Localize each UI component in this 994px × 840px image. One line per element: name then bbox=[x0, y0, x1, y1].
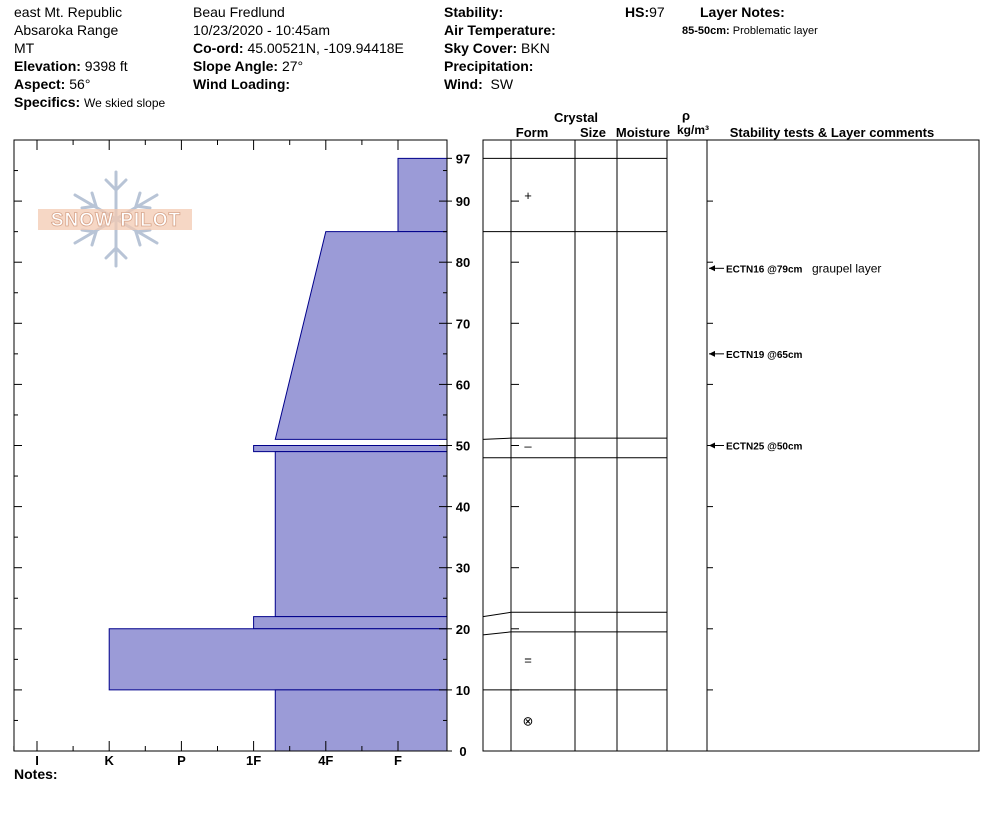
observer-name: Beau Fredlund bbox=[193, 4, 285, 20]
arrow-head-icon bbox=[709, 443, 715, 449]
precip-label: Precipitation: bbox=[444, 58, 534, 74]
stability-test-markers bbox=[709, 261, 881, 452]
density-header: kg/m³ bbox=[676, 123, 710, 137]
size-header: Size bbox=[579, 125, 607, 140]
aspect-value: 56° bbox=[69, 76, 91, 92]
stability-test-comment-0: graupel layer bbox=[812, 261, 882, 276]
hardness-layer-2 bbox=[254, 446, 447, 452]
hardness-layer-6 bbox=[275, 690, 447, 751]
hardness-layer-4 bbox=[254, 617, 447, 629]
wind-value: SW bbox=[490, 76, 514, 92]
table-depth-ticks bbox=[511, 201, 713, 751]
depth-label-90: 90 bbox=[455, 194, 471, 210]
depth-label-20: 20 bbox=[455, 621, 471, 637]
depth-label-40: 40 bbox=[455, 499, 471, 515]
slope-label: Slope Angle: bbox=[193, 58, 279, 74]
depth-label-80: 80 bbox=[455, 255, 471, 271]
elevation-label: Elevation: bbox=[14, 58, 81, 74]
layer-notes-label: Layer Notes: bbox=[700, 4, 785, 20]
wind-label: Wind: bbox=[444, 76, 483, 92]
aspect-label: Aspect: bbox=[14, 76, 66, 92]
hardness-label-I: I bbox=[35, 753, 39, 768]
sky-label: Sky Cover: bbox=[444, 40, 518, 56]
arrow-head-icon bbox=[709, 265, 715, 271]
hardness-label-1F: 1F bbox=[246, 753, 262, 768]
specifics-label: Specifics: bbox=[14, 94, 81, 110]
air-temp-label: Air Temperature: bbox=[444, 22, 556, 38]
crystal-form-symbol-0: + bbox=[524, 187, 532, 203]
comments-header: Stability tests & Layer comments bbox=[729, 125, 935, 140]
hs-label: HS: bbox=[625, 4, 650, 20]
hardness-layer-3 bbox=[275, 452, 447, 617]
arrow-head-icon bbox=[709, 351, 715, 357]
hardness-layer-5 bbox=[109, 629, 447, 690]
hardness-label-P: P bbox=[177, 753, 186, 768]
stability-label: Stability: bbox=[444, 4, 504, 20]
hardness-layer-0 bbox=[398, 158, 447, 231]
coord-label: Co-ord: bbox=[193, 40, 244, 56]
logo-text: SNOW PILOT bbox=[50, 210, 182, 231]
crystal-header: Crystal bbox=[553, 110, 599, 125]
depth-label-50: 50 bbox=[455, 438, 471, 454]
form-header: Form bbox=[515, 125, 549, 140]
specifics-value: We skied slope bbox=[84, 96, 166, 110]
crystal-form-symbol-2: = bbox=[524, 652, 532, 668]
depth-label-60: 60 bbox=[455, 377, 471, 393]
stability-test-label-1: ECTN19 @65cm bbox=[726, 349, 803, 361]
hs-value: 97 bbox=[649, 4, 665, 20]
hardness-layer-1 bbox=[275, 232, 447, 440]
state: MT bbox=[14, 40, 35, 56]
depth-label-30: 30 bbox=[455, 560, 471, 576]
notes-label: Notes: bbox=[14, 766, 58, 782]
hardness-layers bbox=[109, 158, 447, 751]
wind-loading-label: Wind Loading: bbox=[193, 76, 291, 92]
sky-value: BKN bbox=[521, 40, 550, 56]
mountain-range: Absaroka Range bbox=[14, 22, 119, 38]
depth-axis bbox=[447, 151, 470, 759]
layer-note-range: 85-50cm: bbox=[682, 25, 730, 37]
depth-label-10: 10 bbox=[455, 682, 471, 698]
stability-test-label-2: ECTN25 @50cm bbox=[726, 441, 803, 453]
depth-label-70: 70 bbox=[455, 316, 471, 332]
hardness-axis bbox=[35, 753, 402, 768]
elevation-value: 9398 ft bbox=[84, 58, 128, 74]
hardness-label-K: K bbox=[104, 753, 114, 768]
observation-datetime: 10/23/2020 - 10:45am bbox=[193, 22, 330, 38]
hardness-label-F: F bbox=[394, 753, 402, 768]
crystal-form-symbol-1: – bbox=[524, 438, 532, 454]
slope-value: 27° bbox=[281, 58, 304, 74]
layer-note-text: Problematic layer bbox=[732, 25, 818, 37]
stability-test-label-0: ECTN16 @79cm bbox=[726, 264, 803, 276]
location-name: east Mt. Republic bbox=[14, 4, 123, 20]
coord-value: 45.00521N, -109.94418E bbox=[247, 40, 404, 56]
crystal-form-symbols bbox=[523, 188, 534, 728]
hardness-label-4F: 4F bbox=[318, 753, 334, 768]
crystal-form-symbol-3: ⊗ bbox=[522, 713, 534, 729]
depth-label-97: 97 bbox=[455, 151, 471, 167]
moisture-header: Moisture bbox=[615, 125, 671, 140]
depth-label-0: 0 bbox=[459, 744, 467, 759]
rho-header: ρ bbox=[681, 108, 691, 123]
